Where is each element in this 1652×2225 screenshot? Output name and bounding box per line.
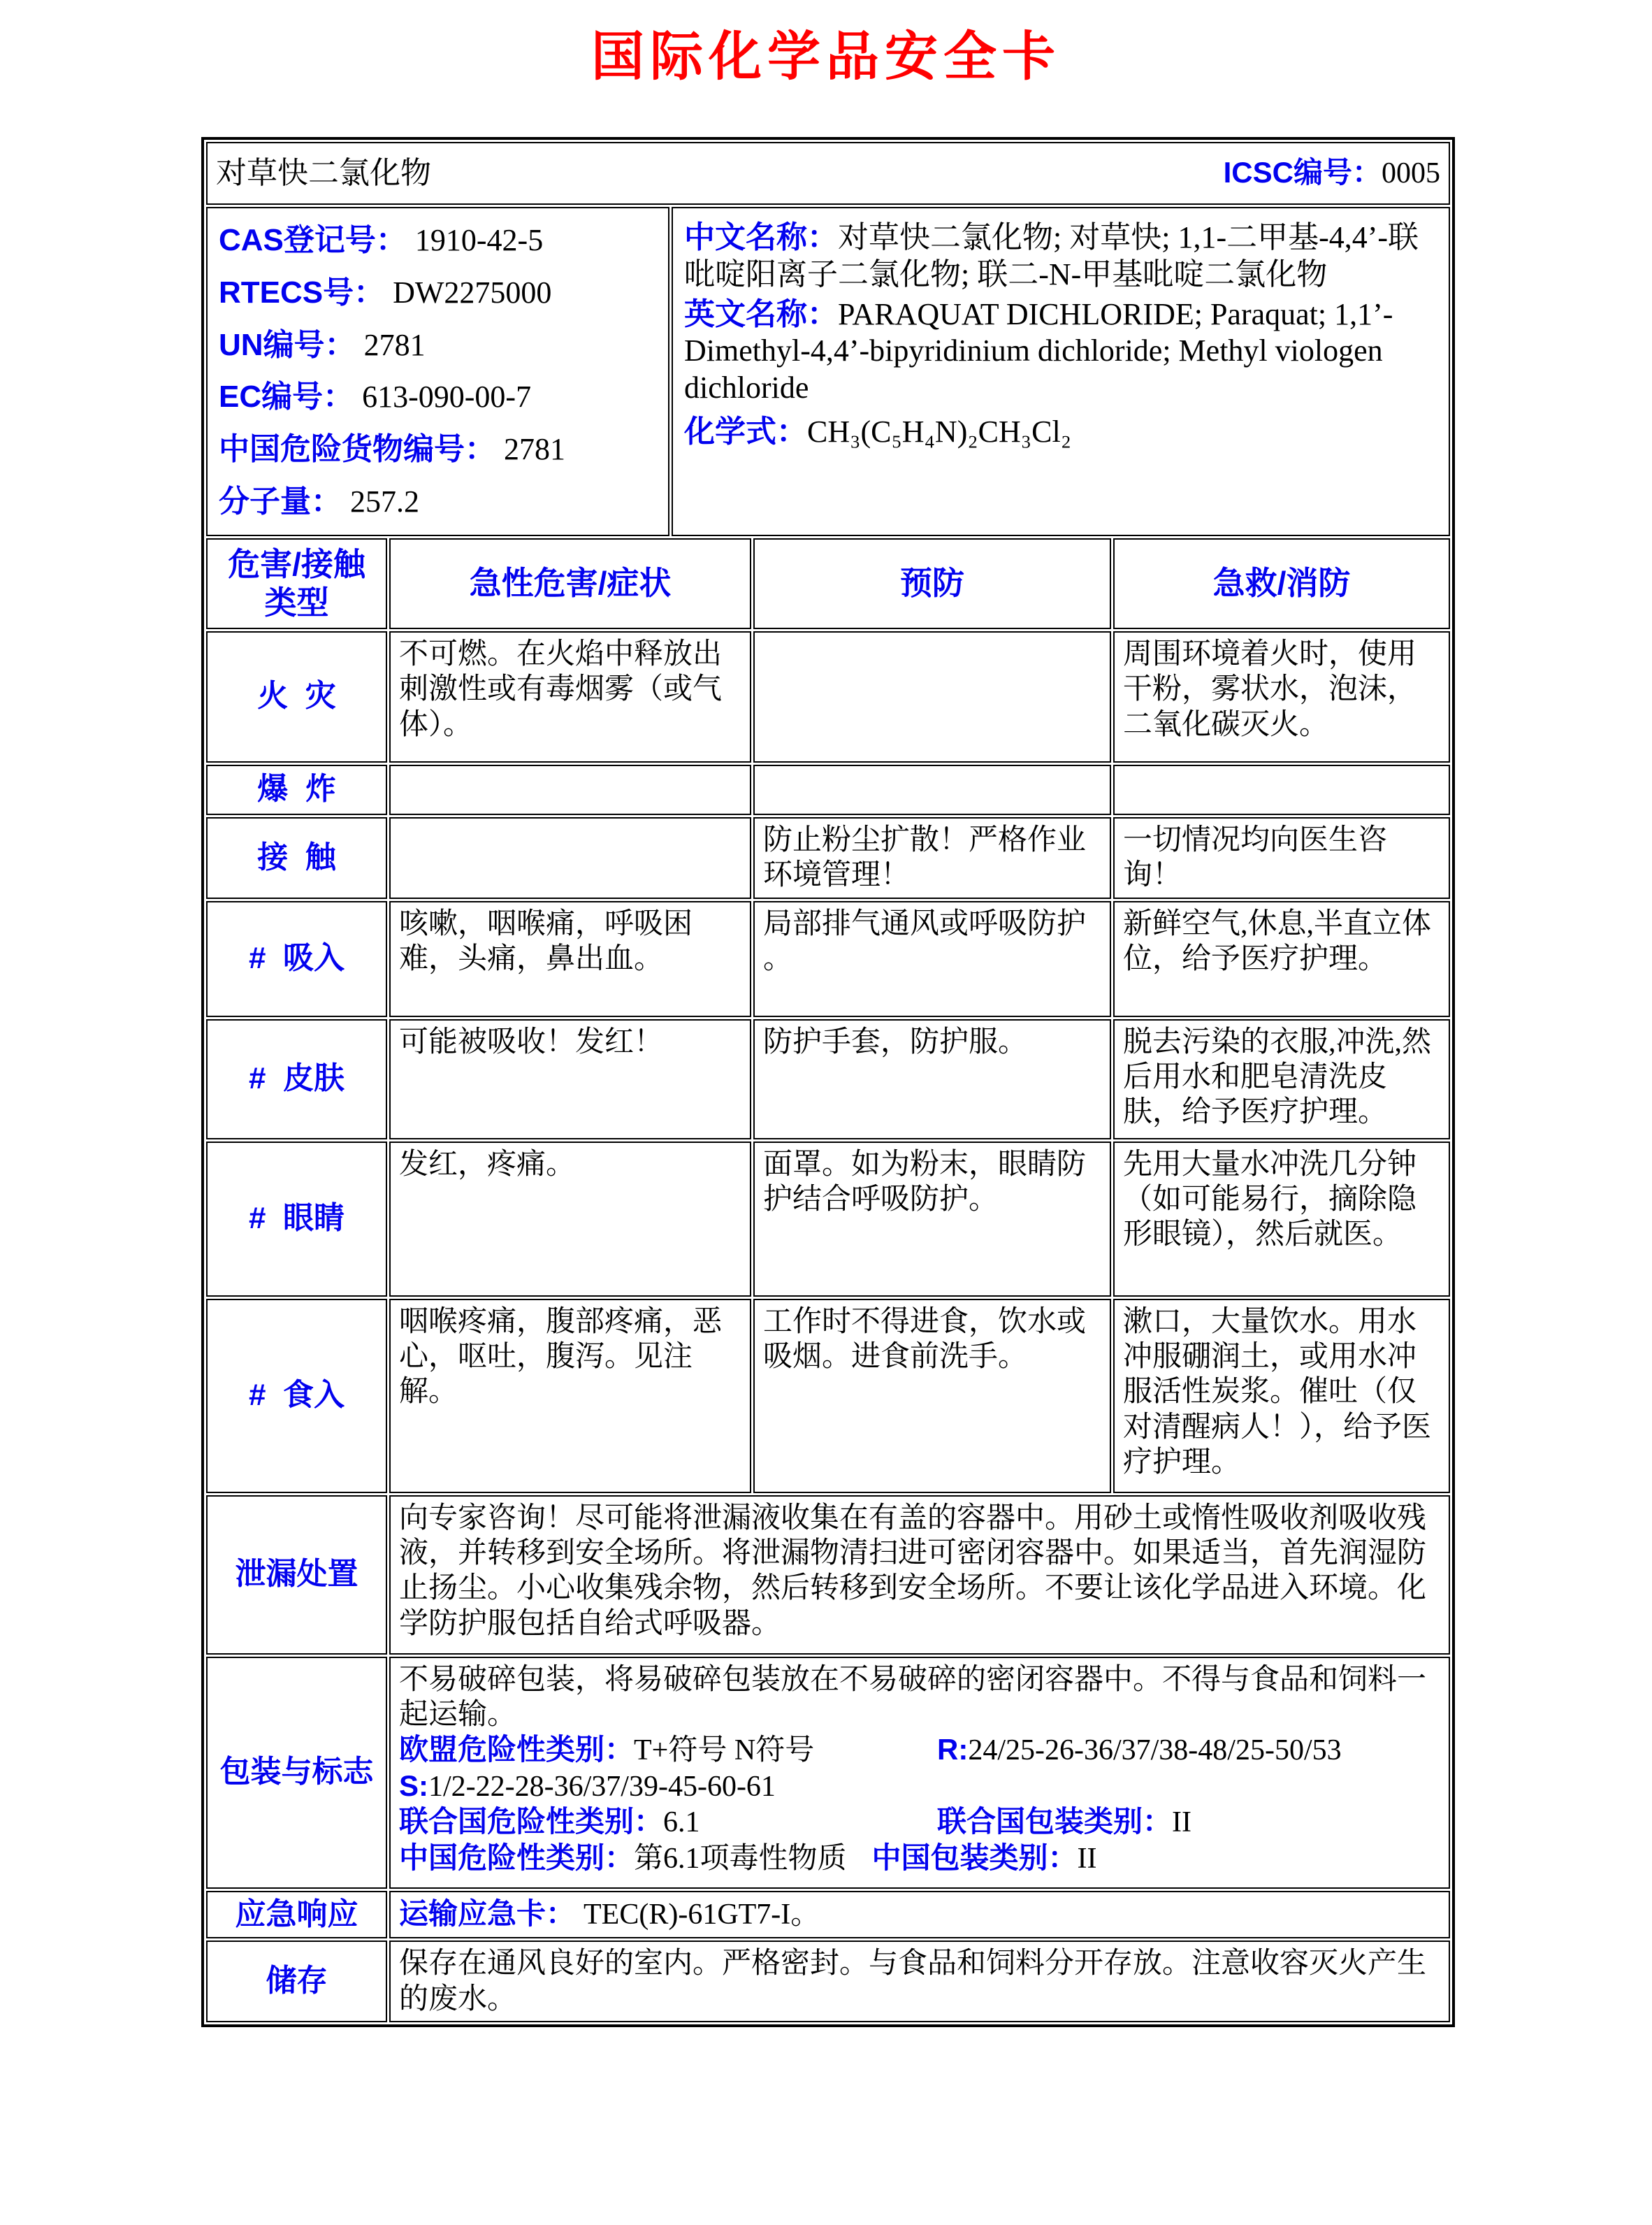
header-acute-symptoms: 急性危害/症状 — [389, 538, 751, 629]
name-cell — [206, 142, 1450, 205]
table-row-skin — [206, 1019, 1450, 1139]
ingestion-first-aid: 漱口，大量饮水。用水冲服硼润土，或用水冲服活性炭浆。催吐（仅对清醒病人！），给予医疗护理。 — [1113, 1299, 1450, 1493]
safety-card — [201, 137, 1455, 2027]
page-title: 国际化学品安全卡 — [591, 28, 1061, 87]
skin-prevention: 防护手套，防护服。 — [753, 1019, 1111, 1139]
fire-prevention — [753, 631, 1111, 763]
english-names: 英文名称：PARAQUAT DICHLORIDE; Paraquat; 1,1’-Dimethyl-4,4’-bipyridinium dichloride; Methyl viologen dichloride — [684, 296, 1393, 405]
table-row-emergency-response — [206, 1891, 1450, 1939]
packaging-intro: 不易破碎包装，将易破碎包装放在不易破碎的密闭容器中。不得与食品和饲料一起运输。 — [399, 1663, 1427, 1731]
table-row-fire — [206, 631, 1450, 763]
spill-disposal-text: 向专家咨询！尽可能将泄漏液收集在有盖的容器中。用砂土或惰性吸收剂吸收残液，并转移到安全场所。将泄漏物清扫进可密闭容器中。如果适当，首先润湿防止扬尘。小心收集残余物，然后转移到安全场所。不要让该化学品进入环境。化学防护服包括自给式呼吸器。 — [389, 1495, 1450, 1655]
names-cell — [672, 207, 1450, 536]
identifier-list — [206, 207, 669, 536]
row-label-fire: 火 灾 — [206, 631, 387, 763]
fire-first-aid: 周围环境着火时，使用干粉，雾状水，泡沫，二氧化碳灭火。 — [1113, 631, 1450, 763]
chemical-formula: 化学式：CH₃(C₅H₄N)₂CH₃Cl₂ — [684, 414, 1072, 449]
un-hazard-class: 联合国危险性类别：6.1 — [399, 1805, 700, 1839]
table-row-ingestion — [206, 1299, 1450, 1493]
cn-dangerous-goods-number: 中国危险货物编号： 2781 — [219, 432, 565, 467]
chinese-names: 中文名称：对草快二氯化物; 对草快; 1,1-二甲基-4,4’-联吡啶阳离子二氯化物; 联二-N-甲基吡啶二氯化物 — [684, 220, 1419, 291]
un-number: UN编号： 2781 — [219, 327, 426, 362]
table-row-spill-disposal — [206, 1495, 1450, 1655]
eu-hazard-class-line — [399, 1732, 1440, 1768]
identity-row — [206, 207, 1450, 536]
header-first-aid: 急救/消防 — [1113, 538, 1450, 629]
eyes-symptoms: 发红，疼痛。 — [389, 1142, 751, 1297]
icsc-label: ICSC编号： — [1223, 156, 1382, 189]
rtecs-number: RTECS号： DW2275000 — [219, 275, 552, 310]
transport-card-label: 运输应急卡： — [399, 1896, 576, 1930]
name-row — [206, 142, 1450, 205]
ingestion-symptoms: 咽喉疼痛，腹部疼痛，恶心，呕吐，腹泻。见注解。 — [389, 1299, 751, 1493]
hazard-header-row — [206, 538, 1450, 629]
s-phrases: S:1/2-22-28-36/37/39-45-60-61 — [399, 1769, 776, 1803]
table-row-contact — [206, 817, 1450, 899]
molecular-weight: 分子量： 257.2 — [219, 484, 419, 519]
explosion-first-aid — [1113, 765, 1450, 815]
row-label-contact: 接 触 — [206, 817, 387, 899]
ingestion-prevention: 工作时不得进食，饮水或吸烟。进食前洗手。 — [753, 1299, 1111, 1493]
un-pack-group: 联合国包装类别：II — [937, 1805, 1191, 1839]
chemical-name: 对草快二氯化物 — [216, 155, 431, 190]
transport-card-value: TEC(R)-61GT7-I。 — [584, 1898, 820, 1931]
table-row-storage — [206, 1940, 1450, 2022]
ec-number: EC编号： 613-090-00-7 — [219, 380, 532, 415]
explosion-symptoms — [389, 765, 751, 815]
table-row-inhalation — [206, 901, 1450, 1017]
row-label-explosion: 爆 炸 — [206, 765, 387, 815]
cas-number: CAS登记号： 1910-42-5 — [219, 223, 544, 257]
row-label-skin: # 皮肤 — [206, 1019, 387, 1139]
row-label-ingestion: # 食入 — [206, 1299, 387, 1493]
inhalation-prevention: 局部排气通风或呼吸防护 。 — [753, 901, 1111, 1017]
table-row-eyes — [206, 1142, 1450, 1297]
r-phrases: R:24/25-26-36/37/38-48/25-50/53 — [937, 1733, 1342, 1767]
eyes-prevention: 面罩。如为粉末，眼睛防护结合呼吸防护。 — [753, 1142, 1111, 1297]
table-row-packaging — [206, 1657, 1450, 1889]
skin-first-aid: 脱去污染的衣服,冲洗,然后用水和肥皂清洗皮肤，给予医疗护理。 — [1113, 1019, 1450, 1139]
storage-text: 保存在通风良好的室内。严格密封。与食品和饲料分开存放。注意收容灭火产生的废水。 — [389, 1940, 1450, 2022]
row-label-packaging: 包装与标志 — [206, 1657, 387, 1889]
header-hazard-type: 危害/接触类型 — [206, 538, 387, 629]
icsc-number — [1224, 155, 1440, 191]
eu-hazard-class: 欧盟危险性类别：T+符号 N符号 — [399, 1733, 815, 1767]
row-label-spill-disposal: 泄漏处置 — [206, 1495, 387, 1655]
inhalation-symptoms: 咳嗽，咽喉痛，呼吸困难，头痛，鼻出血。 — [389, 901, 751, 1017]
un-class-line — [399, 1804, 1440, 1840]
inhalation-first-aid: 新鲜空气,休息,半直立体位，给予医疗护理。 — [1113, 901, 1450, 1017]
packaging-cell — [389, 1657, 1450, 1889]
contact-prevention: 防止粉尘扩散！严格作业环境管理！ — [753, 817, 1111, 899]
table-row-explosion — [206, 765, 1450, 815]
emergency-response-cell — [389, 1891, 1450, 1939]
header-prevention: 预防 — [753, 538, 1111, 629]
row-label-storage: 储存 — [206, 1940, 387, 2022]
cn-class-line: 中国危险性类别：第6.1项毒性物质 中国包装类别：II — [399, 1841, 1097, 1875]
explosion-prevention — [753, 765, 1111, 815]
fire-symptoms: 不可燃。在火焰中释放出刺激性或有毒烟雾（或气体）。 — [389, 631, 751, 763]
contact-first-aid: 一切情况均向医生咨询！ — [1113, 817, 1450, 899]
contact-symptoms — [389, 817, 751, 899]
skin-symptoms: 可能被吸收！发红！ — [389, 1019, 751, 1139]
eyes-first-aid: 先用大量水冲洗几分钟（如可能易行，摘除隐形眼镜），然后就医。 — [1113, 1142, 1450, 1297]
row-label-emergency-response: 应急响应 — [206, 1891, 387, 1939]
icsc-value: 0005 — [1382, 157, 1440, 190]
row-label-eyes: # 眼睛 — [206, 1142, 387, 1297]
row-label-inhalation: # 吸入 — [206, 901, 387, 1017]
